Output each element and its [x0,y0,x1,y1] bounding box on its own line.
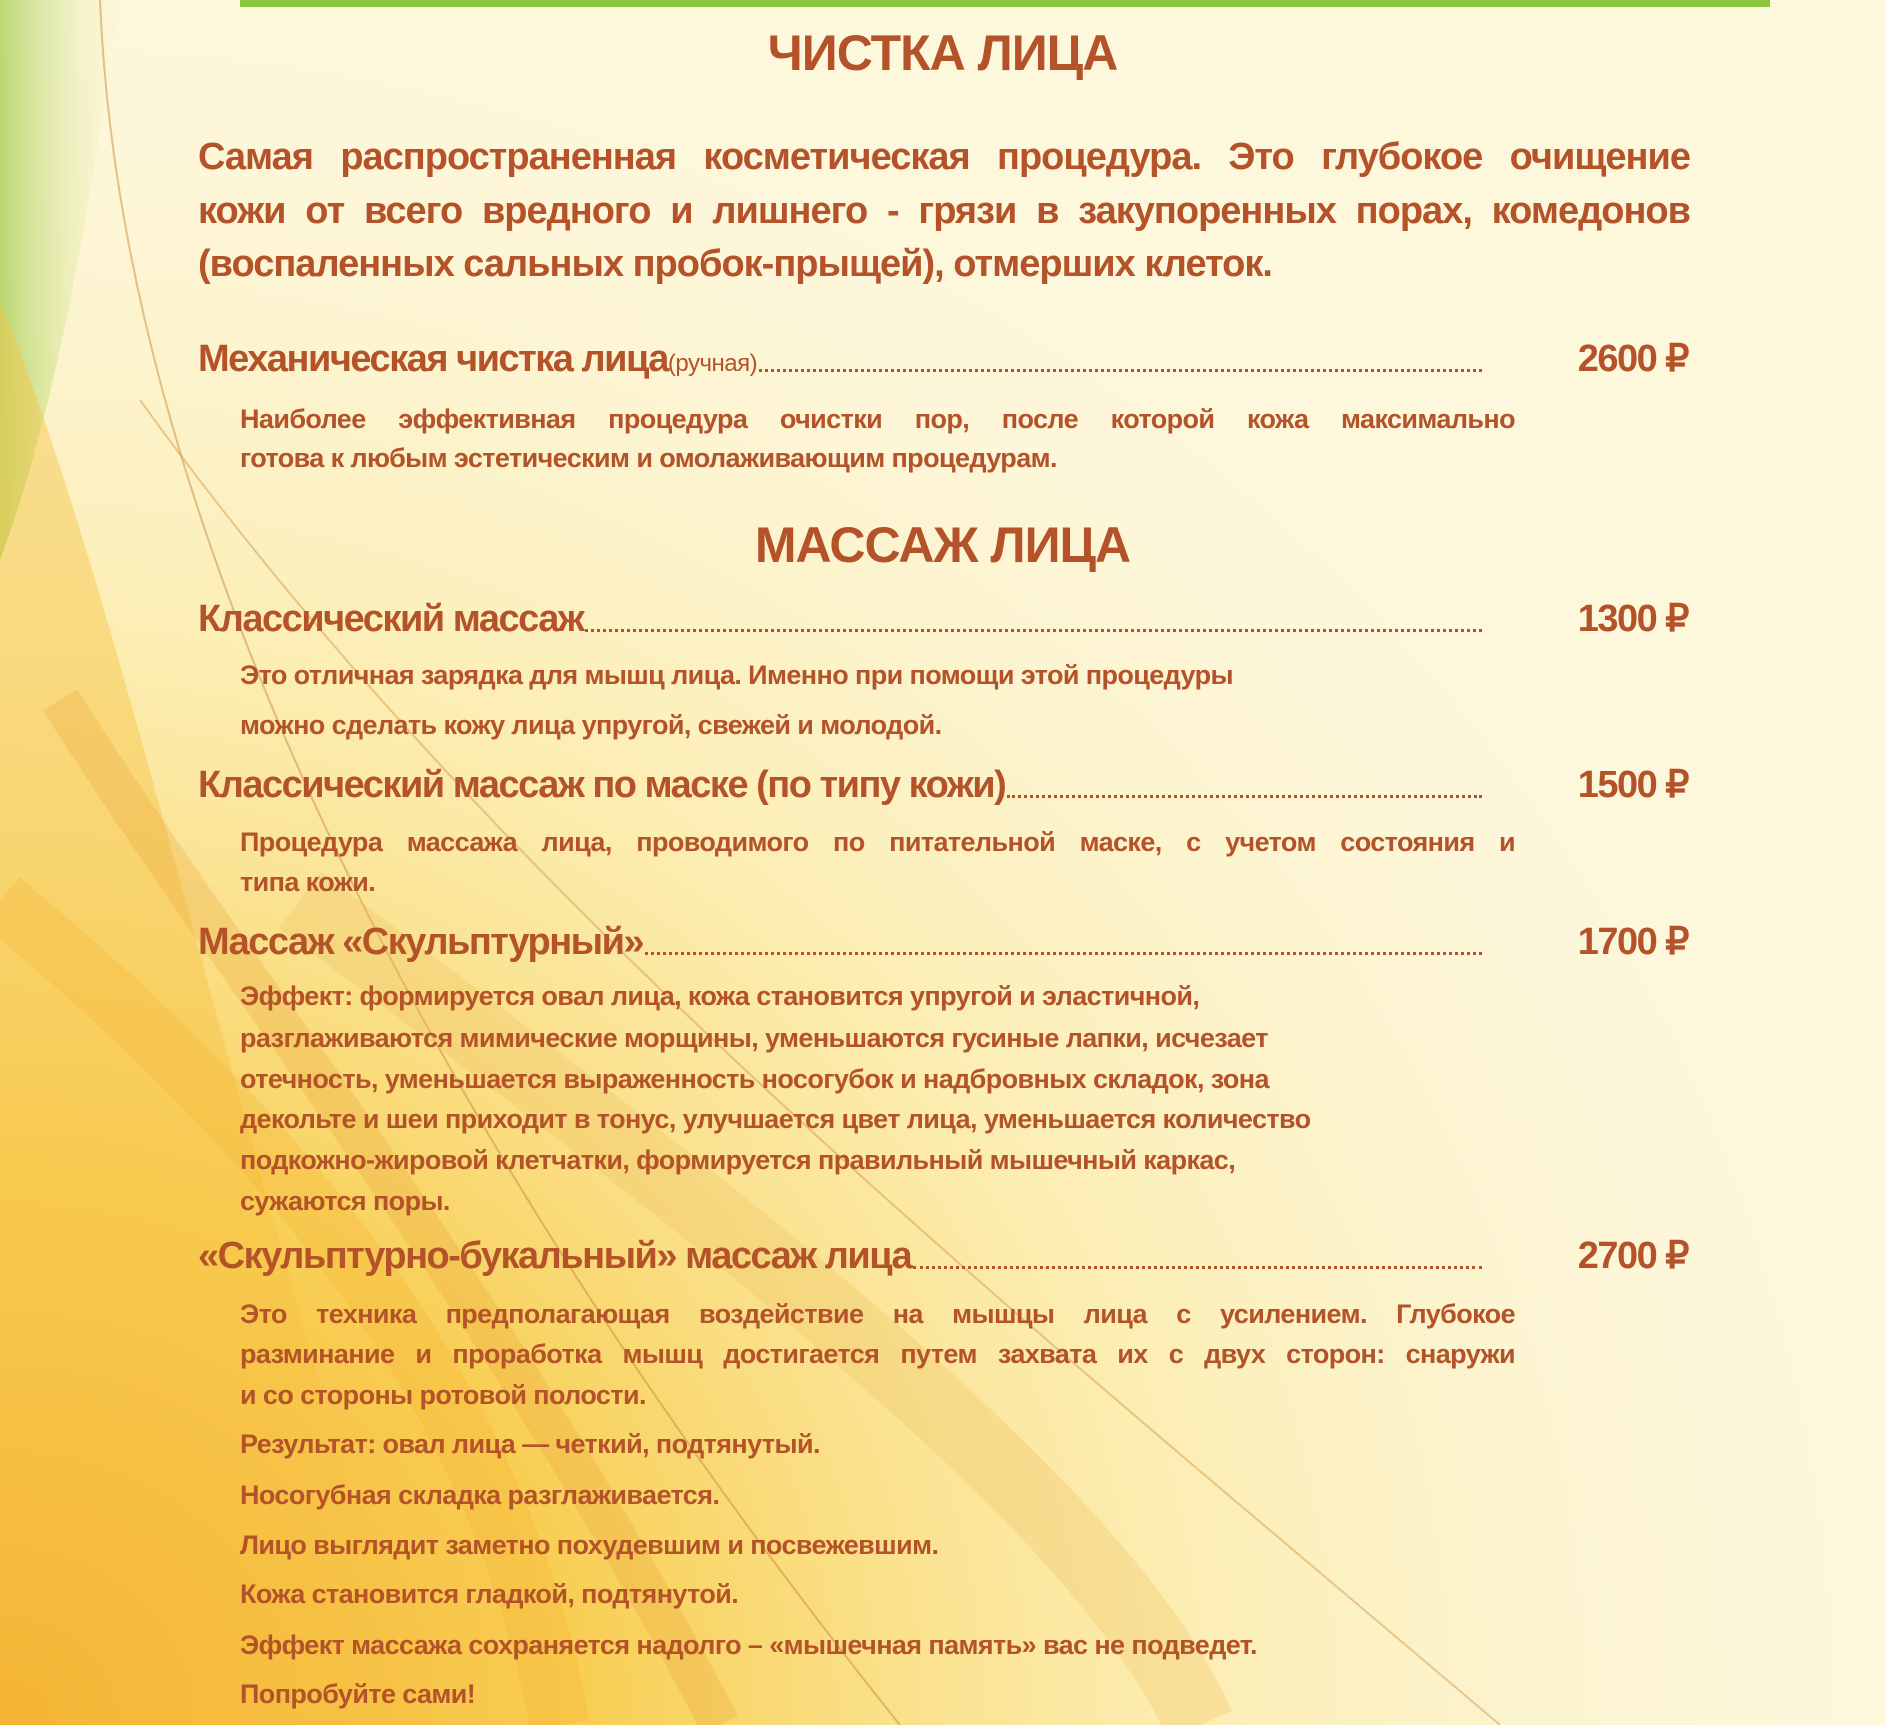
service-desc-line: Лицо выглядит заметно похудевшим и посвежевшим. [240,1530,939,1560]
intro-line: кожи от всего вредного и лишнего - грязи в закупоренных порах, комедонов [198,190,1690,232]
service-price: 2600 ₽ [1577,338,1688,380]
service-desc-line: декольте и шеи приходит в тонус, улучшается цвет лица, уменьшается количество [240,1104,1311,1134]
service-desc-line: разглаживаются мимические морщины, уменьшаются гусиные лапки, исчезает [240,1023,1268,1053]
service-price: 1500 ₽ [1577,764,1688,806]
service-title: «Скульптурно-букальный» массаж лица [198,1235,912,1277]
dot-leader [645,952,1482,955]
dot-leader [759,369,1482,372]
service-desc-line: отечность, уменьшается выраженность носогубок и надбровных складок, зона [240,1064,1269,1094]
service-desc-line: сужаются поры. [240,1186,450,1216]
service-desc-line: Это отличная зарядка для мышц лица. Именно при помощи этой процедуры [240,660,1233,690]
service-desc-line: Результат: овал лица — четкий, подтянутый. [240,1429,820,1459]
intro-line: (воспаленных сальных пробок-прыщей), отмерших клеток. [198,243,1272,285]
service-row [198,762,1688,807]
service-row [198,1233,1688,1278]
service-row [198,596,1688,641]
service-desc-line: и со стороны ротовой полости. [240,1380,646,1410]
service-desc-line: можно сделать кожу лица упругой, свежей и молодой. [240,710,942,740]
section-heading-cleaning: ЧИСТКА ЛИЦА [767,25,1118,81]
service-desc-line: разминание и проработка мышц достигается путем захвата их с двух сторон: снаружи [240,1339,1515,1369]
dot-leader [1007,795,1482,798]
service-desc-line: типа кожи. [240,867,376,897]
intro-line: Самая распространенная косметическая процедура. Это глубокое очищение [198,136,1690,178]
section-heading-massage: МАССАЖ ЛИЦА [754,517,1131,573]
service-desc-line: Носогубная складка разглаживается. [240,1480,720,1510]
service-desc-line: Кожа становится гладкой, подтянутой. [240,1579,739,1609]
service-price: 1300 ₽ [1577,598,1688,640]
service-title: Массаж «Скульптурный» [198,921,644,963]
service-desc-line: Эффект: формируется овал лица, кожа становится упругой и эластичной, [240,981,1200,1011]
dot-leader [913,1266,1482,1269]
top-accent-line [240,0,1770,7]
service-desc-line: готова к любым эстетическим и омолаживающим процедурам. [240,443,1057,473]
service-desc-line: Наиболее эффективная процедура очистки пор, после которой кожа максимально [240,404,1515,434]
service-title: Классический массаж [198,598,584,640]
service-desc-line: Процедура массажа лица, проводимого по питательной маске, с учетом состояния и [240,827,1515,857]
dot-leader [585,629,1482,632]
service-row [198,336,1688,381]
service-desc-line: Это техника предполагающая воздействие на мышцы лица с усилением. Глубокое [240,1299,1515,1329]
service-price: 2700 ₽ [1577,1235,1688,1277]
service-note: (ручная) [667,350,758,377]
service-price: 1700 ₽ [1577,921,1688,963]
service-title: Классический массаж по маске (по типу кожи) [198,764,1006,806]
service-desc-line: Эффект массажа сохраняется надолго – «мышечная память» вас не подведет. [240,1630,1257,1660]
service-row [198,919,1688,964]
service-title: Механическая чистка лица [198,338,668,380]
service-desc-line: подкожно-жировой клетчатки, формируется правильный мышечный каркас, [240,1145,1236,1175]
service-desc-line: Попробуйте сами! [240,1679,476,1709]
